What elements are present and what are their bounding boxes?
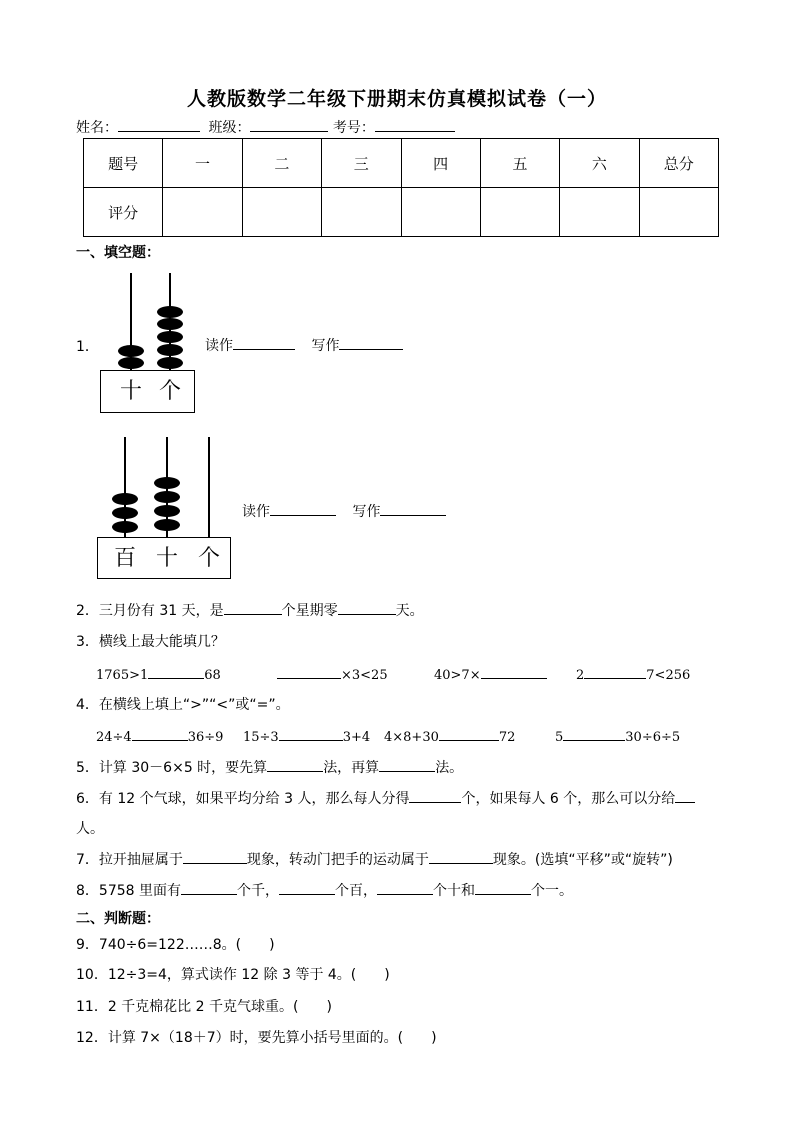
question-text: 法，再算 [323,760,380,776]
score-input-cell[interactable] [163,188,242,237]
name-label: 姓名： [76,120,118,136]
expr-part: 7<256 [646,668,691,683]
abacus-bead [154,477,180,489]
write-label: 写作 [311,338,340,354]
abacus-bead [154,519,180,531]
answer-blank[interactable] [183,849,247,864]
read-label: 读作 [242,504,270,520]
score-table-cell: 五 [480,139,559,188]
abacus-2-answer-line [242,501,446,521]
question-number: 9． [76,937,99,953]
question-text: 个百， [335,883,378,899]
score-table-cell: 三 [322,139,401,188]
question-text: 计算 30－6×5 时，要先算 [98,760,268,776]
answer-blank[interactable] [267,757,323,772]
question-number: 7． [76,852,99,868]
write-blank[interactable] [339,335,403,350]
score-input-cell[interactable] [639,188,718,237]
question-6-continued: 人。 [76,821,104,837]
question-7 [76,849,673,869]
place-label-ones: 个 [159,379,182,404]
abacus-bead [118,345,144,357]
place-label-tens: 十 [120,379,143,404]
score-table-header-row [84,139,719,188]
expr-part: 30÷6÷5 [625,730,681,745]
score-input-cell[interactable] [242,188,321,237]
score-input-cell[interactable] [322,188,401,237]
expr-part: 4×8+30 [384,730,439,745]
question-text: 有 12 个气球，如果平均分给 3 人，那么每人分得 [98,791,410,807]
question-text: 5758 里面有 [98,883,182,899]
question-text: 740÷6=122……8。( ) [98,937,275,953]
expr-part: ×3<25 [341,668,388,683]
abacus-bead [112,521,138,533]
question-text: 个千， [237,883,280,899]
page-title: 人教版数学二年级下册期末仿真模拟试卷（一） [186,88,607,110]
score-table-cell: 四 [401,139,480,188]
answer-blank[interactable] [475,880,531,895]
section-1-heading: 一、填空题： [76,245,160,261]
question-number: 12． [76,1030,108,1046]
question-number: 11． [76,999,108,1015]
read-blank[interactable] [270,501,336,516]
score-table-cell: 题号 [84,139,163,188]
question-3 [76,631,225,651]
answer-blank[interactable] [148,664,204,679]
question-11 [76,996,332,1016]
place-label-tens: 十 [156,546,179,571]
question-10 [76,964,390,984]
q3-item [434,664,547,683]
question-8 [76,880,573,900]
question-text: 在横线上填上“>”“<”或“=”。 [98,697,290,713]
question-text: 天。 [395,603,424,619]
score-input-cell[interactable] [401,188,480,237]
score-table-cell: 总分 [639,139,718,188]
read-blank[interactable] [233,335,295,350]
expr-part: 24÷4 [96,730,132,745]
question-number: 2． [76,603,99,619]
question-text: 现象，转动门把手的运动属于 [246,852,429,868]
expr-part: 15÷3 [243,730,279,745]
answer-blank[interactable] [429,849,493,864]
class-blank[interactable] [250,117,328,132]
answer-blank[interactable] [132,726,188,741]
expr-part: 3+4 [342,730,371,745]
question-text: 2 千克棉花比 2 千克气球重。( ) [107,999,332,1015]
question-text: 个星期零 [281,603,338,619]
name-blank[interactable] [118,117,200,132]
answer-blank[interactable] [224,600,282,615]
answer-blank[interactable] [377,880,433,895]
question-12 [76,1027,437,1047]
student-info-line [76,117,455,137]
abacus-bead [157,357,183,369]
question-text: 拉开抽屉属于 [98,852,183,868]
question-number: 8． [76,883,99,899]
exam-number-label: 考号： [332,120,375,136]
abacus-bead [157,344,183,356]
q3-item [277,664,388,683]
q3-item [576,664,690,683]
read-label: 读作 [205,338,233,354]
score-table-cell: 一 [163,139,242,188]
score-table-score-row [84,188,719,237]
answer-blank[interactable] [279,726,343,741]
score-row-label: 评分 [84,188,163,237]
question-text: 12÷3=4，算式读作 12 除 3 等于 4。( ) [107,967,390,983]
score-table-cell: 二 [242,139,321,188]
question-text: 个十和 [433,883,476,899]
question-text: 现象。(选填“平移”或“旋转”) [492,852,673,868]
abacus-1-answer-line [205,335,403,355]
score-input-cell[interactable] [480,188,559,237]
abacus-bead [157,331,183,343]
abacus-bead [112,493,138,505]
question-number: 10． [76,967,108,983]
abacus-place-labels [97,537,231,579]
question-number: 5． [76,760,99,776]
question-number: 3． [76,634,99,650]
abacus-rod [208,437,210,538]
abacus-place-labels [100,370,195,413]
answer-blank[interactable] [439,726,499,741]
answer-blank[interactable] [563,726,625,741]
question-9 [76,934,275,954]
abacus-bead [157,318,183,330]
expr-part: 1765>1 [96,668,149,683]
exam-number-blank[interactable] [375,117,455,132]
expr-part: 2 [576,668,585,683]
abacus-bead [112,507,138,519]
question-text: 个，如果每人 6 个，那么可以分给 [461,791,676,807]
abacus-bead [154,491,180,503]
answer-blank[interactable] [181,880,237,895]
answer-blank[interactable] [409,788,461,803]
answer-blank[interactable] [279,880,335,895]
expr-part: 5 [555,730,564,745]
expr-part: 68 [204,668,221,683]
write-label: 写作 [352,504,381,520]
question-text: 横线上最大能填几？ [98,634,225,650]
expr-part: 40>7× [434,668,481,683]
q4-item [96,726,223,745]
question-5 [76,757,463,777]
write-blank[interactable] [380,501,446,516]
abacus-bead [154,505,180,517]
answer-blank[interactable] [277,664,341,679]
section-2-heading: 二、判断题： [76,911,160,927]
answer-blank[interactable] [584,664,646,679]
question-4 [76,694,290,714]
q3-item [96,664,221,683]
question-text: 法。 [435,760,464,776]
answer-blank[interactable] [338,600,396,615]
question-number: 4． [76,697,99,713]
abacus-bead [118,357,144,369]
answer-blank[interactable] [379,757,435,772]
answer-blank[interactable] [481,664,547,679]
question-text: 三月份有 31 天，是 [98,603,224,619]
question-number: 6． [76,791,99,807]
expr-part: 72 [498,730,516,745]
place-label-hundreds: 百 [114,546,137,571]
q4-item [243,726,370,745]
question-6 [76,788,695,808]
question-text: 个一。 [531,883,574,899]
q4-item [555,726,680,745]
q4-item [384,726,515,745]
question-number: 1． [76,339,99,355]
score-table-cell: 六 [560,139,639,188]
score-table [83,138,719,237]
abacus-bead [157,306,183,318]
expr-part: 36÷9 [187,730,224,745]
question-2 [76,600,424,620]
place-label-ones: 个 [198,546,221,571]
score-input-cell[interactable] [560,188,639,237]
class-label: 班级： [208,120,251,136]
question-text: 计算 7×（18＋7）时，要先算小括号里面的。( ) [107,1030,437,1046]
answer-blank[interactable] [675,788,695,803]
